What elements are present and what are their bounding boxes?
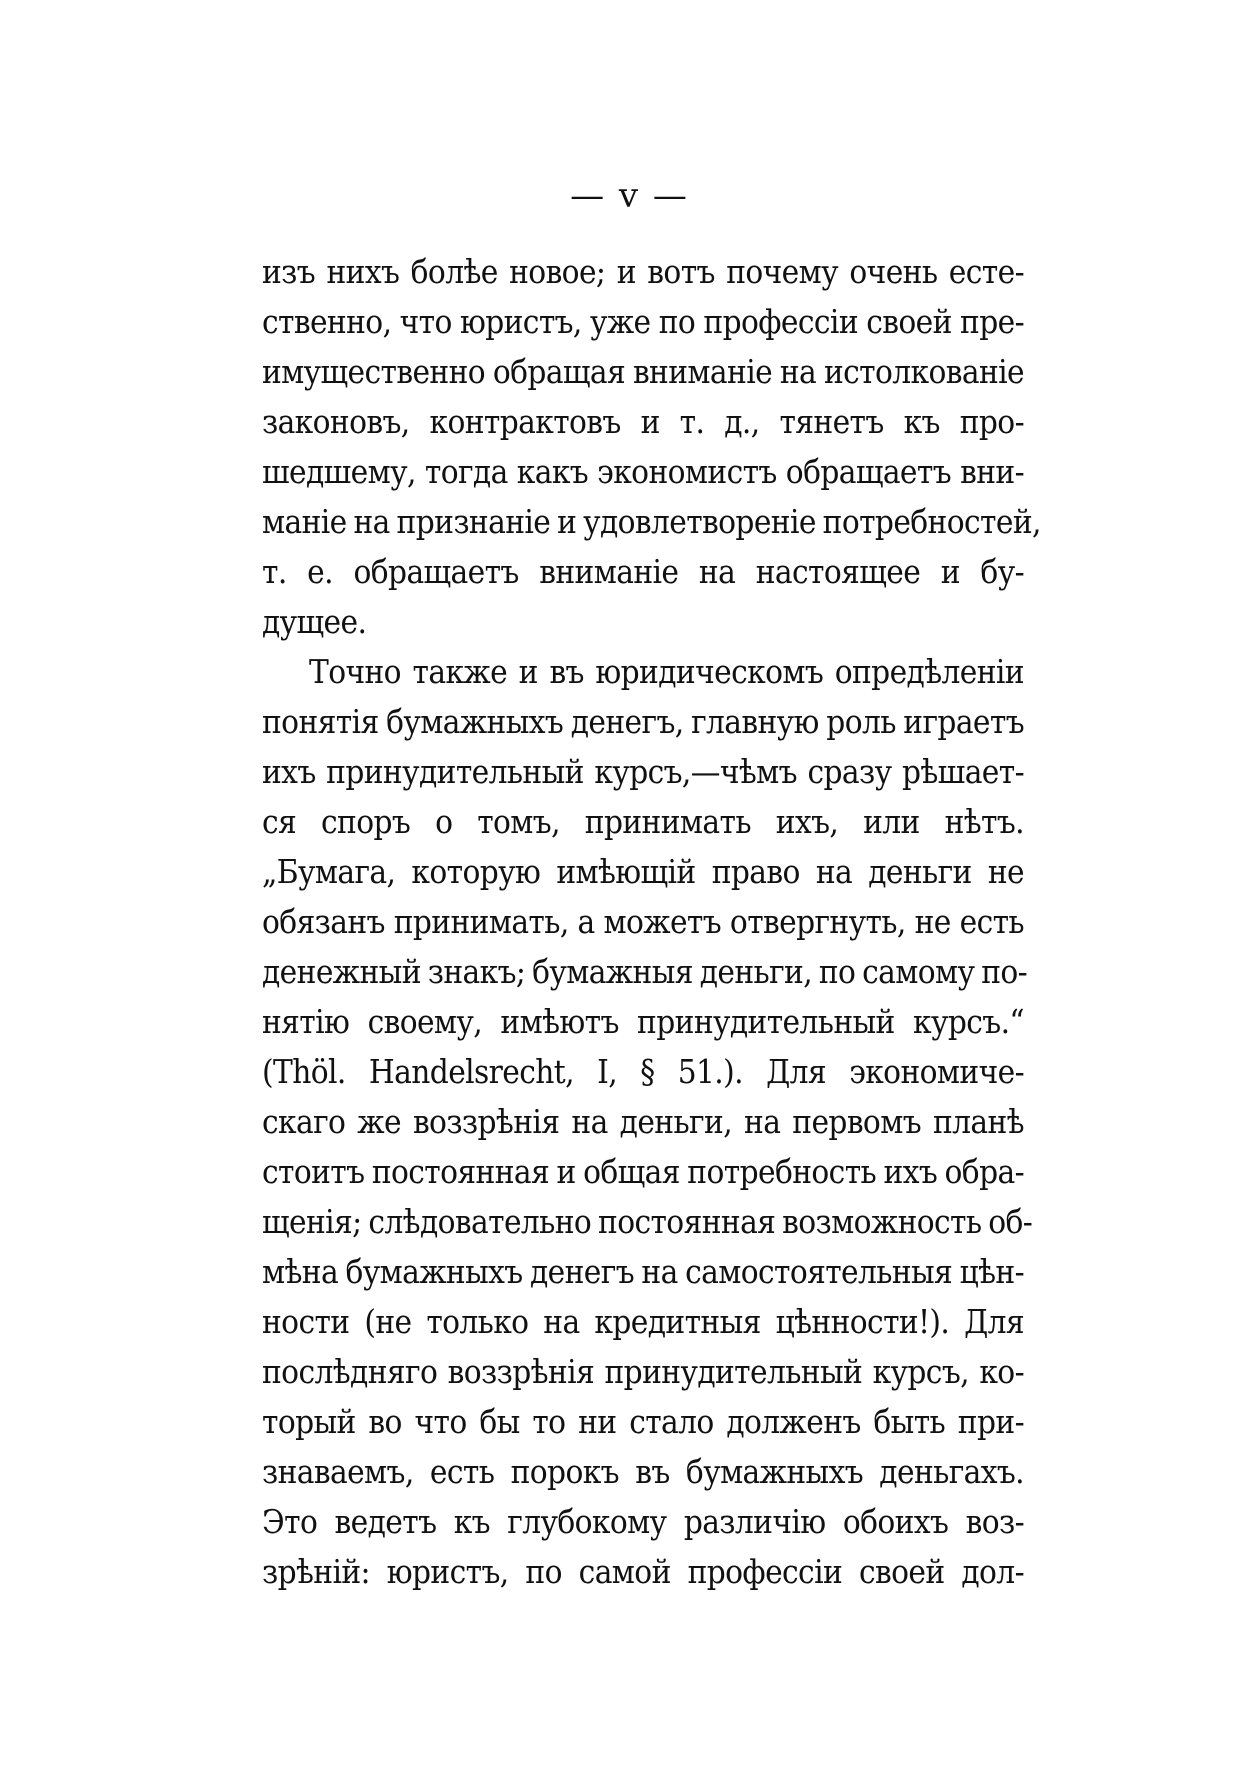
text-line: обязанъ принимать, а можетъ отвергнуть, не есть [262, 902, 1024, 941]
text-line: шедшему, тогда какъ экономистъ обращаетъ вни- [262, 452, 1024, 491]
text-line: послѣдняго воззрѣнія принудительный курсъ, ко- [262, 1352, 1024, 1391]
text-line: имущественно обращая вниманіе на истолкованіе [262, 352, 1024, 391]
text-line: нятію своему, имѣютъ принудительный курсъ.“ [262, 1002, 1024, 1041]
text-line: Точно также и въ юридическомъ опредѣленіи [309, 652, 1024, 691]
text-line: ственно, что юристъ, уже по профессіи своей пре- [262, 302, 1024, 341]
paragraph-1 [262, 247, 1041, 647]
text-line: „Бумага, которую имѣющій право на деньги не [262, 852, 1024, 891]
text-line: стоитъ постоянная и общая потребность ихъ обра- [262, 1152, 1024, 1191]
text-line: изъ нихъ болѣе новое; и вотъ почему очень есте- [262, 252, 1024, 291]
text-line: Это ведетъ къ глубокому различію обоихъ воз- [262, 1502, 1024, 1541]
text-line: понятія бумажныхъ денегъ, главную роль играетъ [262, 702, 1024, 741]
text-line: щенія; слѣдовательно постоянная возможность об- [262, 1202, 1033, 1241]
text-line: маніе на признаніе и удовлетвореніе потребностей, [262, 502, 1041, 541]
text-line: денежный знакъ; бумажныя деньги, по самому по- [262, 952, 1028, 991]
text-line: знаваемъ, есть порокъ въ бумажныхъ деньгахъ. [262, 1452, 1024, 1491]
text-line: т. е. обращаетъ вниманіе на настоящее и бу- [262, 552, 1024, 591]
text-line: законовъ, контрактовъ и т. д., тянетъ къ про- [262, 402, 1024, 441]
text-line: дущее. [262, 602, 367, 641]
text-line: ихъ принудительный курсъ,—чѣмъ сразу рѣшает- [262, 752, 1024, 791]
paragraph-2 [262, 647, 1033, 1597]
text-line: ся споръ о томъ, принимать ихъ, или нѣтъ. [262, 802, 1024, 841]
body-text [262, 247, 1041, 1597]
text-line: (Thöl. Handelsrecht, I, § 51.). Для экономиче- [262, 1052, 1024, 1091]
text-line: ности (не только на кредитныя цѣнности!). Для [262, 1302, 1024, 1341]
page-number: — v — [570, 176, 689, 216]
text-line: мѣна бумажныхъ денегъ на самостоятельныя цѣн- [262, 1252, 1024, 1291]
text-line: торый во что бы то ни стало долженъ быть при- [262, 1402, 1024, 1441]
text-line: зрѣній: юристъ, по самой профессіи своей дол- [262, 1552, 1024, 1591]
text-line: скаго же воззрѣнія на деньги, на первомъ планѣ [262, 1102, 1024, 1141]
